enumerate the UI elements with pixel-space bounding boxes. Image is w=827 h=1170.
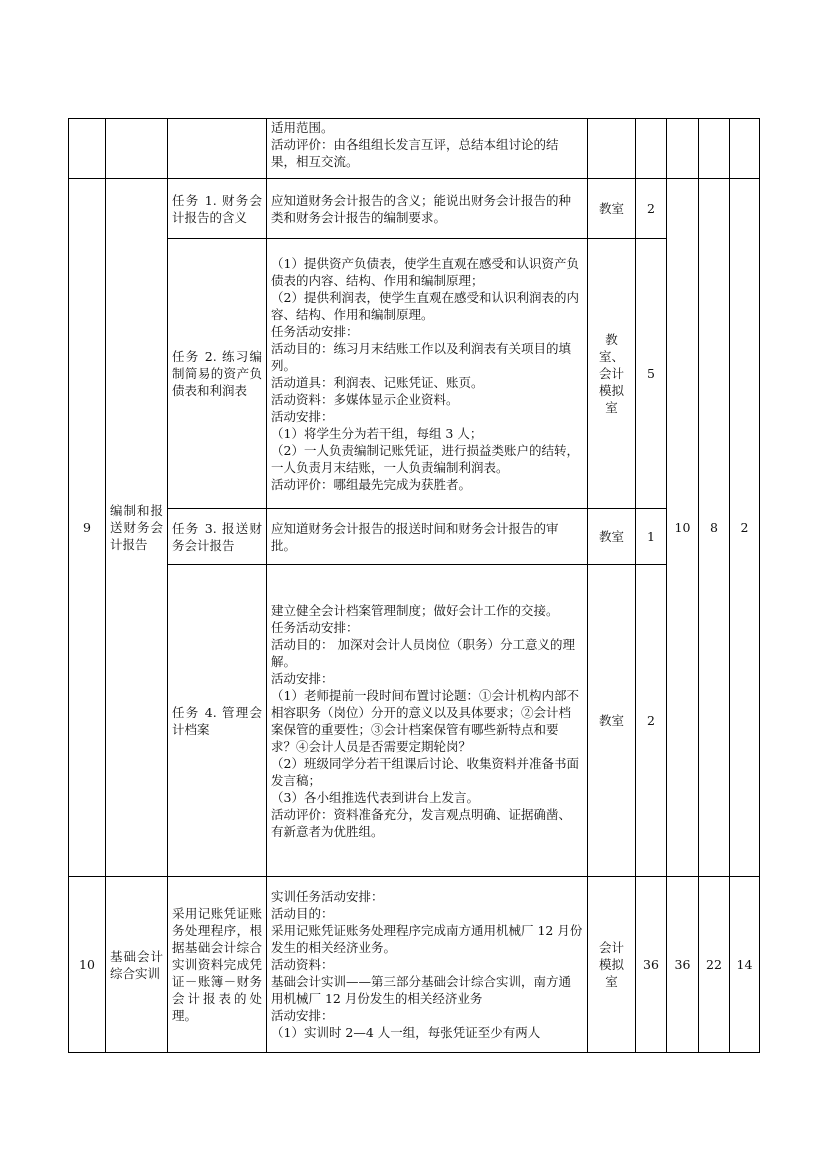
practice-hours: 14 xyxy=(730,877,760,1053)
table-row-unit9-task4 xyxy=(69,565,760,877)
content-line: 建立健全会计档案管理制度；做好会计工作的交接。 xyxy=(271,602,559,618)
teaching-place: 教室 xyxy=(588,509,636,565)
theory-hours: 8 xyxy=(699,179,730,877)
unit-number: 9 xyxy=(69,179,106,877)
content-line: （2）班级同学分若干组课后讨论、收集资料并准备书面发言稿； xyxy=(271,755,579,788)
cell-practice xyxy=(730,119,760,179)
content-line: （2）提供利润表，使学生直观在感受和认识利润表的内容、结构、作用和编制原理。 xyxy=(271,289,579,322)
content-line: 活动资料：多媒体显示企业资料。 xyxy=(271,391,459,407)
task-name: 任务 4. 管理会计档案 xyxy=(168,565,267,877)
cell-total xyxy=(667,119,699,179)
cell-hours xyxy=(636,119,667,179)
content-line: 任务活动安排： xyxy=(271,619,359,635)
unit-number: 10 xyxy=(69,877,106,1053)
task-name: 任务 3. 报送财务会计报告 xyxy=(168,509,267,565)
task-content xyxy=(267,877,588,1053)
task-content xyxy=(267,565,588,877)
content-line: （3）各小组推选代表到讲台上发言。 xyxy=(271,789,479,805)
content-line: 任务活动安排： xyxy=(271,323,359,339)
content-line: 应知道财务会计报告的含义；能说出财务会计报告的种类和财务会计报告的编制要求。 xyxy=(271,192,572,225)
teaching-place: 教室 xyxy=(588,179,636,239)
cell-task xyxy=(168,119,267,179)
content-line: 适用范围。 xyxy=(271,120,334,135)
task-name: 任务 2. 练习编制简易的资产负债表和利润表 xyxy=(168,239,267,509)
task-content xyxy=(267,239,588,509)
practice-hours: 2 xyxy=(730,179,760,877)
content-line: 活动评价：哪组最先完成为获胜者。 xyxy=(271,476,472,492)
content-line: 基础会计实训——第三部分基础会计综合实训，南方通用机械厂 12 月份发生的相关经济业务 xyxy=(271,974,572,1006)
total-hours: 10 xyxy=(667,179,699,877)
cell-place xyxy=(588,119,636,179)
task-name: 采用记账凭证账务处理程序，根据基础会计综合实训资料完成凭证－账簿－财务会计报表的处理。 xyxy=(168,877,267,1053)
cell-module xyxy=(106,119,168,179)
module-name: 编制和报送财务会计报告 xyxy=(106,179,168,877)
task-hours: 1 xyxy=(636,509,667,565)
teaching-place: 会计模拟室 xyxy=(588,877,636,1053)
task-hours: 5 xyxy=(636,239,667,509)
module-name: 基础会计综合实训 xyxy=(106,877,168,1053)
teaching-place: 教室、会计模拟室 xyxy=(588,239,636,509)
content-line: 活动目的： 加深对会计人员岗位（职务）分工意义的理解。 xyxy=(271,636,575,669)
content-line: 活动评价：资料准备充分，发言观点明确、证据确凿、有新意者为优胜组。 xyxy=(271,806,572,839)
content-line: 活动安排： xyxy=(271,408,334,424)
table-row-unit9-task1 xyxy=(69,179,760,239)
task-hours: 36 xyxy=(636,877,667,1053)
content-line: 活动安排： xyxy=(271,670,334,686)
teaching-place: 教室 xyxy=(588,565,636,877)
cell-num xyxy=(69,119,106,179)
content-line: 活动安排： xyxy=(271,1008,334,1023)
content-line: （2）一人负责编制记账凭证，进行损益类账户的结转，一人负责月末结账，一人负责编制利润表。 xyxy=(271,442,579,475)
content-line: （1）提供资产负债表，使学生直观在感受和认识资产负债表的内容、结构、作用和编制原理； xyxy=(271,255,579,288)
task-content xyxy=(267,179,588,239)
table-row-unit9-task2 xyxy=(69,239,760,509)
content-line: 应知道财务会计报告的报送时间和财务会计报告的审批。 xyxy=(271,520,559,553)
cell-theory xyxy=(699,119,730,179)
task-hours: 2 xyxy=(636,179,667,239)
content-line: 活动目的：练习月末结账工作以及利润表有关项目的填列。 xyxy=(271,340,572,373)
content-line: 活动评价：由各组组长发言互评，总结本组讨论的结果，相互交流。 xyxy=(271,137,559,169)
content-line: 采用记账凭证账务处理程序完成南方通用机械厂 12 月份发生的相关经济业务。 xyxy=(271,923,583,955)
cell-content xyxy=(267,119,588,179)
theory-hours: 22 xyxy=(699,877,730,1053)
total-hours: 36 xyxy=(667,877,699,1053)
content-line: 实训任务活动安排： xyxy=(271,889,384,904)
content-line: 活动道具：利润表、记账凭证、账页。 xyxy=(271,374,484,390)
task-hours: 2 xyxy=(636,565,667,877)
content-line: 活动目的： xyxy=(271,906,334,921)
task-name: 任务 1. 财务会计报告的含义 xyxy=(168,179,267,239)
content-line: （1）实训时 2—4 人一组，每张凭证至少有两人 xyxy=(271,1025,541,1040)
task-content xyxy=(267,509,588,565)
table-row-previous xyxy=(69,119,760,179)
table-row-unit10 xyxy=(69,877,760,1053)
content-line: （1）将学生分为若干组，每组 3 人； xyxy=(271,425,483,441)
table-row-unit9-task3 xyxy=(69,509,760,565)
teaching-plan-table xyxy=(68,118,760,1053)
content-line: （1）老师提前一段时间布置讨论题：①会计机构内部不相容职务（岗位）分开的意义以及具体要求；②会计档案保管的重要性；③会计档案保管有哪些新特点和要求？④会计人员是否需要定期轮岗？ xyxy=(271,687,579,754)
content-line: 活动资料： xyxy=(271,957,334,972)
